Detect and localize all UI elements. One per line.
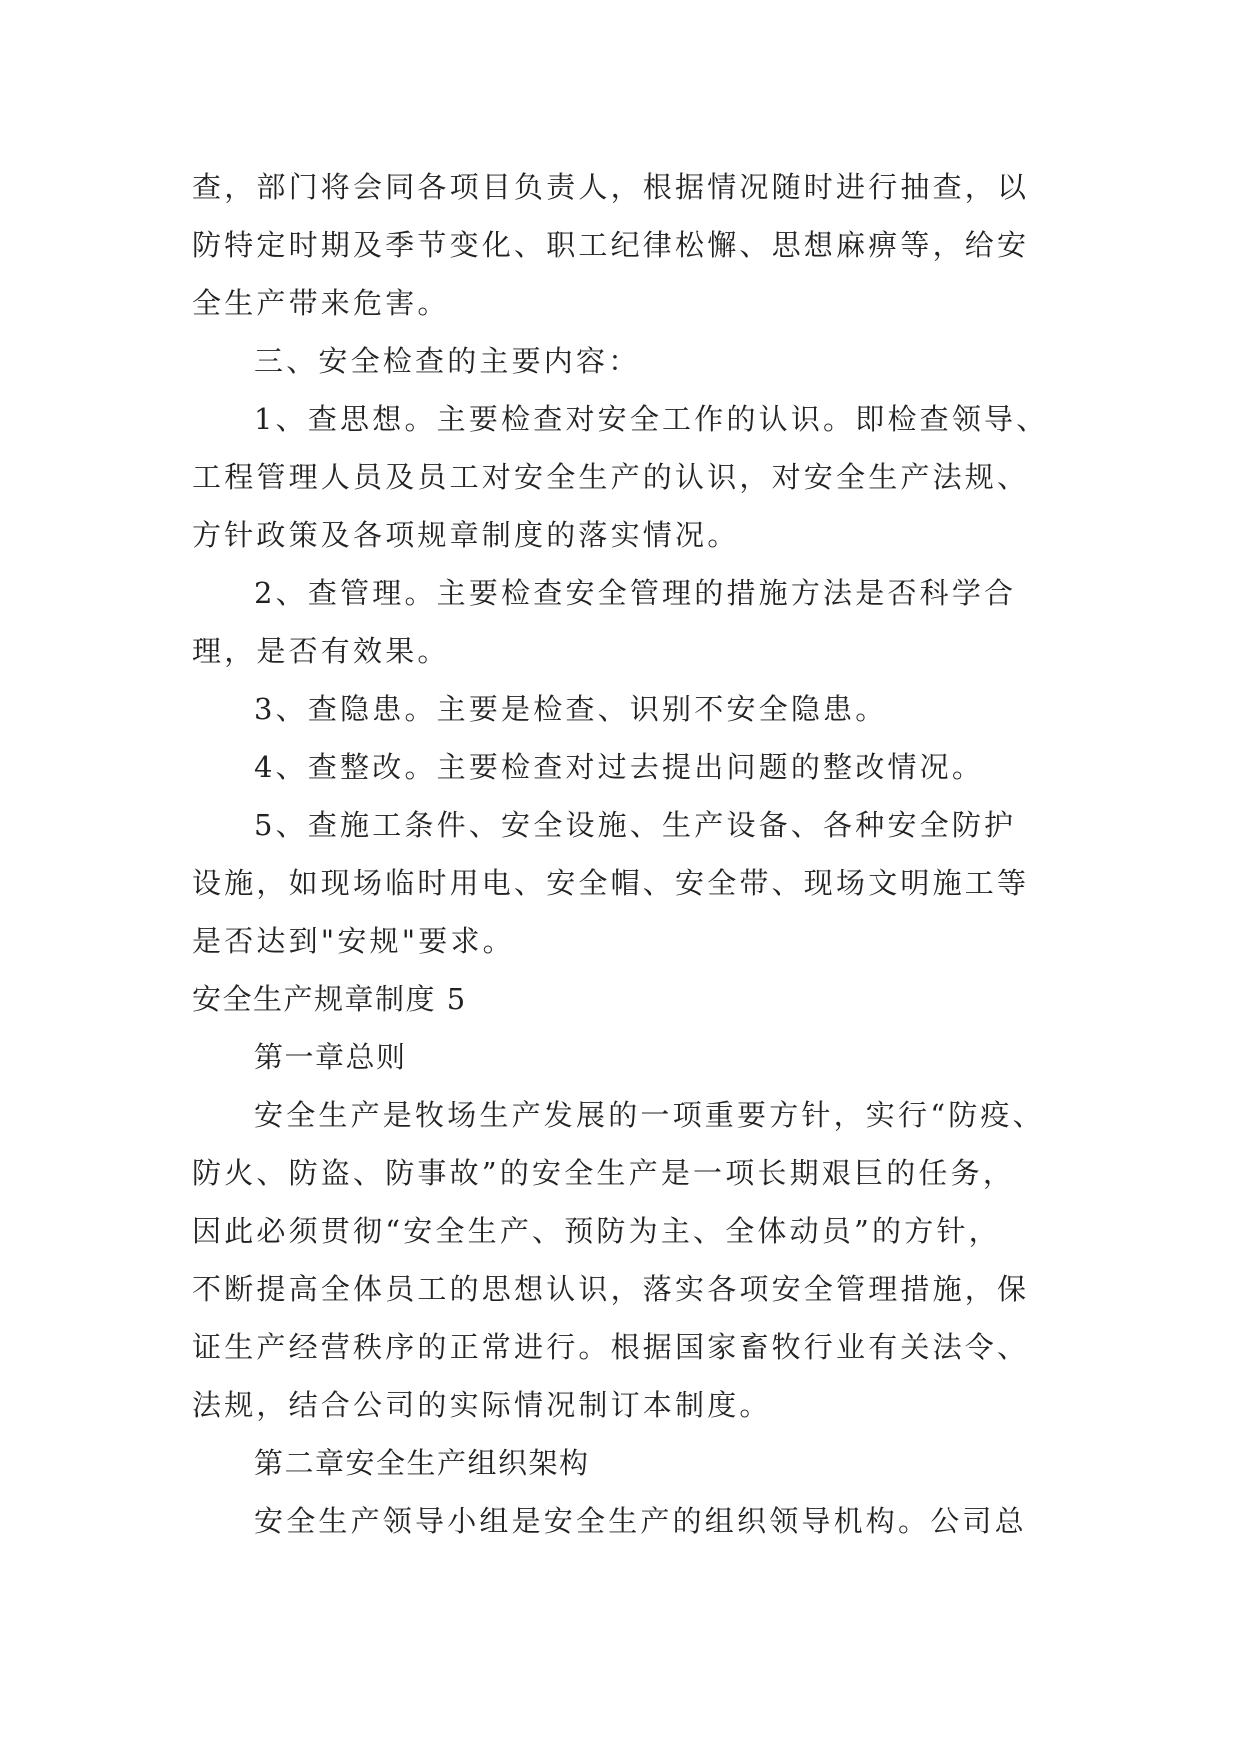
text-line: 因此必须贯彻“安全生产、预防为主、全体动员”的方针，	[192, 1214, 1001, 1248]
list-item: 2、查管理。主要检查安全管理的措施方法是否科学合	[254, 576, 1017, 610]
text-line: 全生产带来危害。	[192, 286, 450, 320]
list-item: 3、查隐患。主要是检查、识别不安全隐患。	[254, 692, 888, 726]
text-line: 安全生产是牧场生产发展的一项重要方针，实行“防疫、	[254, 1098, 1045, 1132]
chapter-heading: 第一章总则	[254, 1040, 407, 1074]
list-item: 5、查施工条件、安全设施、生产设备、各种安全防护	[254, 808, 1017, 842]
document-body	[192, 158, 1062, 1550]
text-line: 是否达到"安规"要求。	[192, 924, 515, 958]
text-line: 证生产经营秩序的正常进行。根据国家畜牧行业有关法令、	[192, 1330, 1030, 1364]
chapter-heading: 第二章安全生产组织架构	[254, 1446, 590, 1480]
text-line: 工程管理人员及员工对安全生产的认识，对安全生产法规、	[192, 460, 1030, 494]
text-line: 方针政策及各项规章制度的落实情况。	[192, 518, 740, 552]
text-line: 设施，如现场临时用电、安全帽、安全带、现场文明施工等	[192, 866, 1030, 900]
text-line: 查，部门将会同各项目负责人，根据情况随时进行抽查，以	[192, 170, 1030, 204]
list-item: 4、查整改。主要检查对过去提出问题的整改情况。	[254, 750, 985, 784]
text-line: 法规，结合公司的实际情况制订本制度。	[192, 1388, 772, 1422]
text-line: 安全生产领导小组是安全生产的组织领导机构。公司总	[254, 1504, 1027, 1538]
text-line: 不断提高全体员工的思想认识，落实各项安全管理措施，保	[192, 1272, 1030, 1306]
section-heading: 三、安全检查的主要内容：	[254, 344, 641, 378]
document-title: 安全生产规章制度 5	[192, 982, 467, 1016]
list-item: 1、查思想。主要检查对安全工作的认识。即检查领导、	[254, 402, 1049, 436]
text-line: 防特定时期及季节变化、职工纪律松懈、思想麻痹等，给安	[192, 228, 1030, 262]
text-line: 防火、防盗、防事故”的安全生产是一项长期艰巨的任务，	[192, 1156, 1016, 1190]
text-line: 理，是否有效果。	[192, 634, 450, 668]
